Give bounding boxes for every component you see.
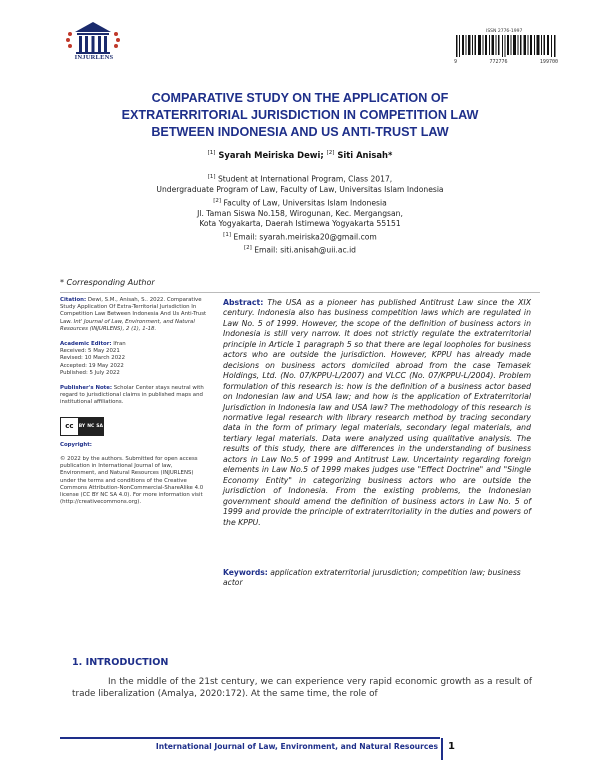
copyright-block	[60, 442, 210, 507]
email-2: Email: siti.anisah@uii.ac.id	[254, 245, 357, 255]
affil-line-4: Jl. Taman Siswa No.158, Wirogunan, Kec. Mergangsan,	[197, 208, 403, 218]
citation-text: Dewi, S.M., Anisah, S.. 2022. Comparative Study Application Of Extra-Territorial Jurisdiction In Competition Law Between Indonesia And Us Anti-Trust Law.	[60, 297, 207, 325]
received-date: Received: 5 May 2021	[60, 348, 120, 355]
corresponding-author-note: * Corresponding Author	[60, 278, 155, 287]
title-line-1: COMPARATIVE STUDY ON THE APPLICATION OF	[151, 91, 449, 105]
email-1-mark: [1]	[223, 232, 231, 239]
issn-label: ISSN 2776-1997	[486, 29, 523, 34]
published-date: Published: 5 July 2022	[60, 369, 120, 376]
barcode-digit-prefix: 9	[454, 59, 458, 65]
cc-terms	[79, 418, 103, 435]
keywords	[223, 568, 531, 589]
cc-license-badge[interactable]	[60, 417, 104, 436]
introduction-text: In the middle of the 21st century, we can experience very rapid economic growth as a result of trade liberalization (Amalya, 2020:172). At the same time, the role of	[72, 677, 532, 699]
editor-label: Academic Editor:	[60, 341, 112, 348]
abstract-text: The USA as a pioneer has published Antitrust Law since the XIX century. Indonesia also has business competition laws which are regulated in Law No. 5 of 1999. However, the scope of the definition of business actors in Indonesia is still very narrow. It does not strictly regulate the extraterritorial principle in Article 1 paragraph 5 so that there are legal loopholes for business actors who are outside the jurisdiction. However, KPPU has already made decisions on business actors domiciled abroad from the case Temasek Holdings, Ltd. (No. 07/KPPU-L/2007) and VLCC (No. 07/KPPU-L/2004). Problem formulation of this research is: how is the definition of a business actor based on Indonesian law and USA law; and how is the application of Extraterritorial Jurisdiction in Indonesia law and USA law? The methodology of this research is normative legal research with library research method by tracing secondary data in the form of primary legal materials, secondary legal materials, and tertiary legal materials. Data were analyzed using qualitative analysis. The results of this study, there are differences in the understanding of business actors in Law No.5 of 1999 and Antitrust Law. Uncertainty regarding foreign elements in Law No.5 of 1999 makes judges use "Effect Doctrine" and "Single Economy Entity" in categorizing business actors who are outside the jurisdiction of Indonesia. From the existing problems, the Indonesian government should amend the definition of business actors in Law No. 5 of 1999 and provide the principle of extraterritoriality in the duties and powers of the KPPU.	[223, 298, 532, 527]
barcode-digit-group1: 772776	[489, 59, 508, 65]
barcode-icon	[456, 35, 556, 57]
page-number: 1	[448, 741, 455, 752]
divider	[60, 292, 540, 293]
footer-separator	[441, 738, 443, 760]
abstract-label: Abstract:	[223, 298, 264, 307]
affil-line-5: Kota Yogyakarta, Daerah Istimewa Yogyakarta 55151	[199, 219, 401, 229]
logo-text: INJURLENS	[74, 54, 114, 61]
accepted-date: Accepted: 19 May 2022	[60, 362, 124, 369]
affil-3-mark: [2]	[213, 197, 222, 204]
abstract	[223, 298, 531, 528]
author-1-mark: [1]	[207, 150, 216, 157]
publisher-note-label: Publisher's Note:	[60, 385, 113, 392]
cc-by: BY	[78, 423, 86, 429]
author-2-name: Siti Anisah*	[337, 150, 393, 160]
barcode-digits	[454, 59, 558, 65]
affiliations	[60, 172, 540, 256]
barcode-digit-group2: 199700	[539, 59, 558, 65]
footer-rule	[60, 737, 440, 739]
paper-title	[60, 90, 540, 141]
author-list	[60, 150, 540, 160]
title-line-3: BETWEEN INDONESIA AND US ANTI-TRUST LAW	[151, 125, 449, 139]
email-2-mark: [2]	[243, 245, 252, 252]
affil-line-1: Student at International Program, Class 2017,	[217, 174, 393, 184]
keywords-text: application extraterritorial jurusdiction; competition law; business actor	[223, 568, 521, 588]
editor-name: Ifran	[113, 341, 126, 348]
citation-block	[60, 297, 210, 333]
article-info-sidebar	[60, 297, 210, 514]
keywords-label: Keywords:	[223, 568, 268, 577]
citation-label: Citation:	[60, 297, 87, 303]
publisher-note-text: Scholar Center stays neutral with regard to jurisdictional claims in published maps and institutional affiliations.	[60, 385, 204, 406]
author-1-name: Syarah Meiriska Dewi;	[218, 150, 324, 160]
cc-sa: SA	[96, 423, 103, 429]
cc-nc: NC	[87, 423, 95, 429]
title-line-2: EXTRATERRITORIAL JURISDICTION IN COMPETITION LAW	[121, 108, 479, 122]
cc-icon: cc	[61, 418, 79, 435]
copyright-text: © 2022 by the authors. Submitted for open access publication in International Journal of law, Environment, and Natural Resources (INJURLENS) under the terms and conditions of the Creative Commons Attribution-NonCommercial-ShareAlike 4.0 license (CC BY NC SA 4.0). For more information visit (http://creativecommons.org).	[60, 456, 204, 506]
section-heading-introduction: 1. INTRODUCTION	[72, 657, 169, 668]
citation-journal: Int' Journal of Law, Environment, and Natural Resources (INJURLENS), 2 (1), 1-18.	[60, 318, 195, 332]
revised-date: Revised: 10 March 2022	[60, 355, 126, 362]
email-1: Email: syarah.meiriska20@gmail.com	[233, 232, 377, 242]
affil-line-2: Undergraduate Program of Law, Faculty of Law, Universitas Islam Indonesia	[156, 185, 444, 195]
author-2-mark: [2]	[326, 150, 335, 157]
copyright-label: Copyright:	[60, 441, 92, 448]
editor-block	[60, 341, 210, 377]
affil-1-mark: [1]	[207, 174, 216, 180]
publisher-note	[60, 385, 210, 407]
footer-journal-name: International Journal of Law, Environment, and Natural Resources	[155, 742, 438, 751]
introduction-paragraph	[72, 676, 532, 700]
affil-line-3: Faculty of Law, Universitas Islam Indonesia	[223, 198, 387, 208]
